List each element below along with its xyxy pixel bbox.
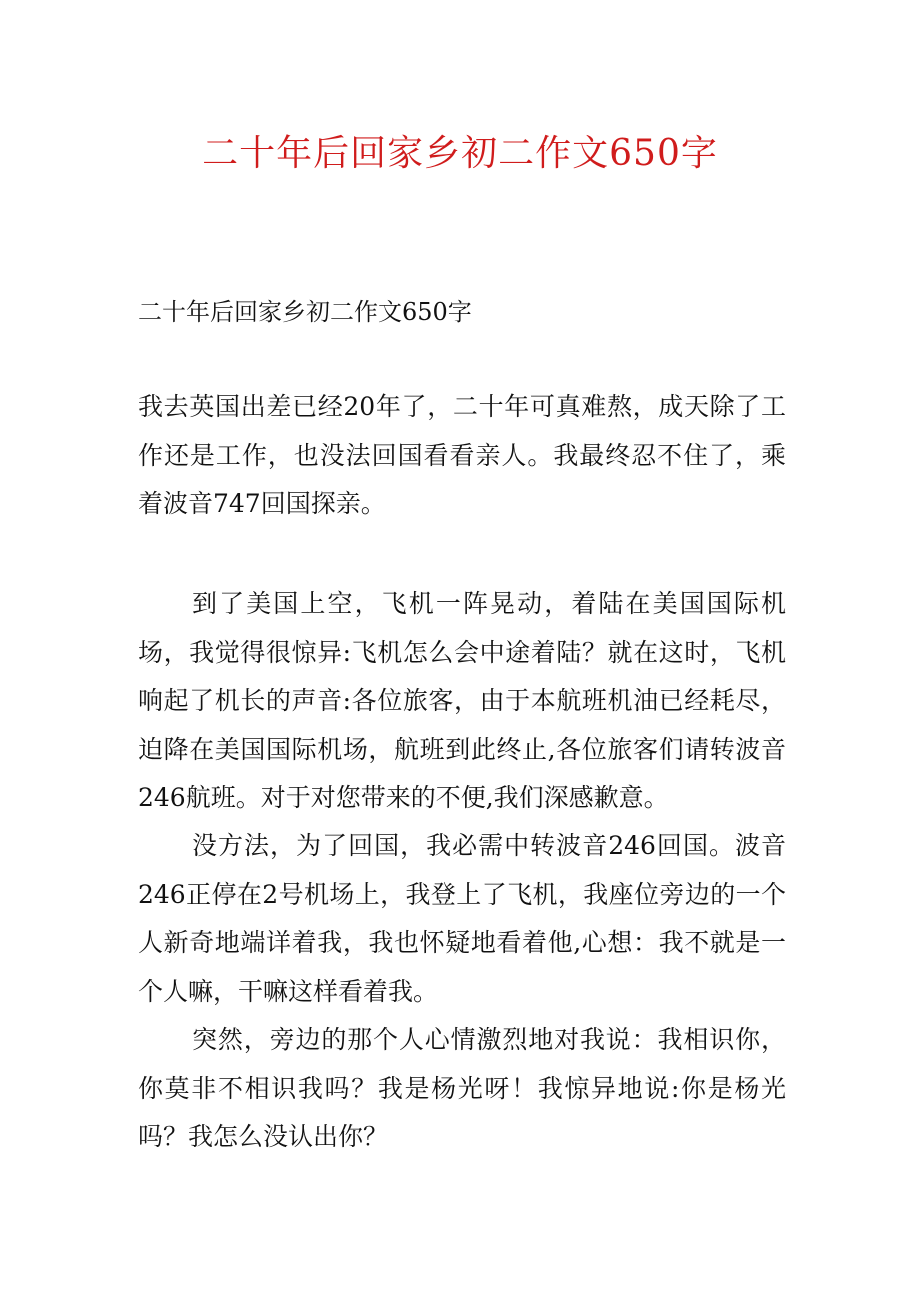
paragraph-4: 突然，旁边的那个人心情激烈地对我说：我相识你，你莫非不相识我吗？我是杨光呀！我惊异地说:你是杨光吗？我怎么没认出你？ bbox=[138, 1025, 786, 1151]
document-title: 二十年后回家乡初二作文650字 bbox=[202, 133, 718, 174]
paragraph-2: 到了美国上空，飞机一阵晃动，着陆在美国国际机场，我觉得很惊异:飞机怎么会中途着陆？就在这时，飞机响起了机长的声音:各位旅客，由于本航班机油已经耗尽，迫降在美国国际机场，航班到此终止,各位旅客们请转波音246航班。对于对您带来的不便,我们深感歉意。 bbox=[138, 589, 786, 812]
document-subtitle: 二十年后回家乡初二作文650字 bbox=[138, 298, 472, 326]
paragraph-1: 我去英国出差已经20年了，二十年可真难熬，成天除了工作还是工作，也没法回国看看亲人。我最终忍不住了，乘着波音747回国探亲。 bbox=[138, 392, 786, 518]
paragraph-3: 没方法，为了回国，我必需中转波音246回国。波音246正停在2号机场上，我登上了飞机，我座位旁边的一个人新奇地端详着我，我也怀疑地看着他,心想：我不就是一个人嘛，干嘛这样看着我。 bbox=[138, 831, 786, 1006]
